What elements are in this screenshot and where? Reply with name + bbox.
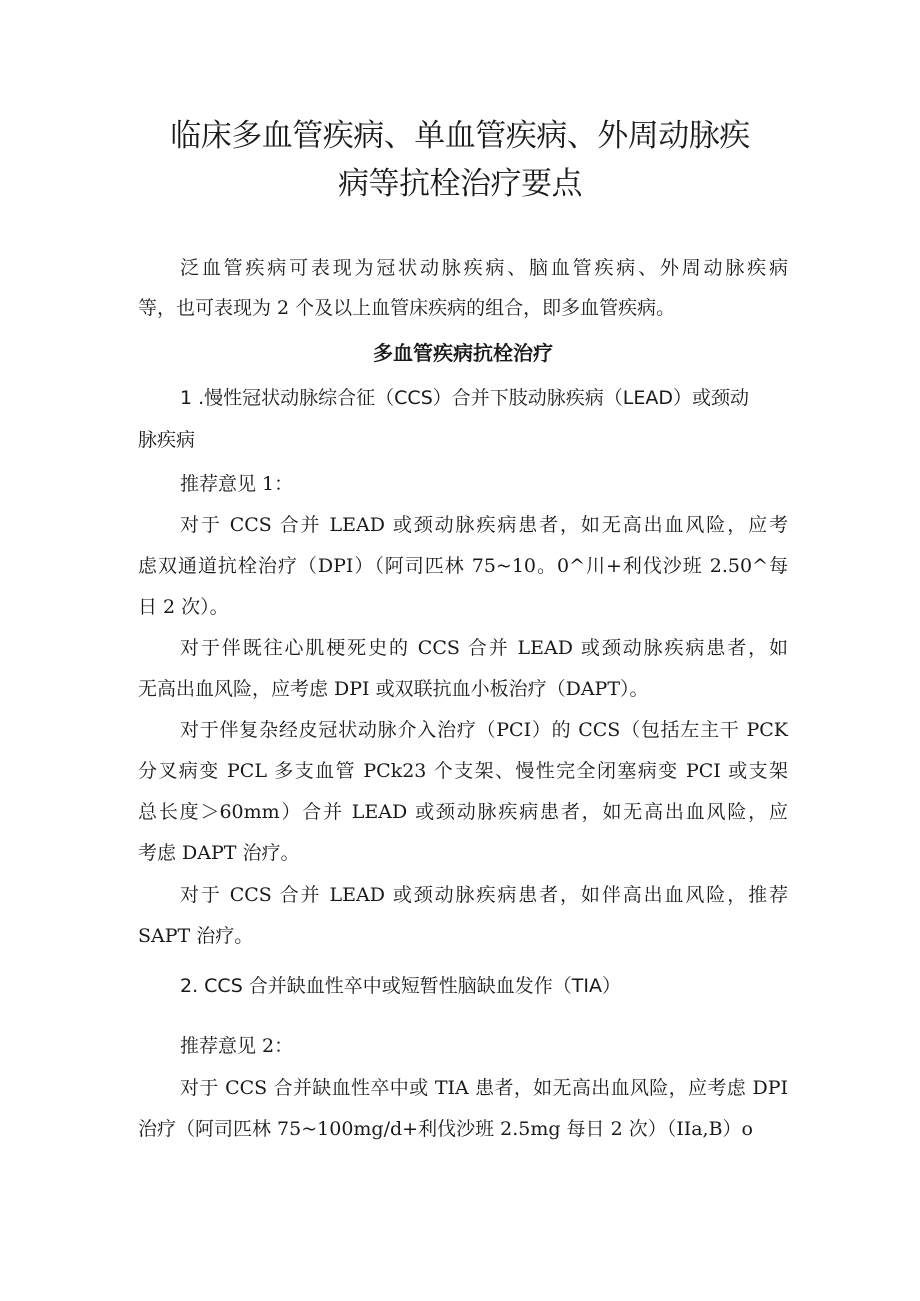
recommendation-2-label: 推荐意见 2：: [180, 1035, 294, 1057]
recommendation-1-label: 推荐意见 1：: [180, 473, 294, 495]
rec1-p1-line-1: 对于 CCS 合并 LEAD 或颈动脉疾病患者，如无高出血风险，应考: [180, 514, 788, 536]
heading-1-line-1: 1 .慢性冠状动脉综合征（CCS）合并下肢动脉疾病（LEAD）或颈动: [180, 387, 749, 409]
rec1-p4-line-2: SAPT 治疗。: [138, 925, 254, 947]
rec2-p1-line-1: 对于 CCS 合并缺血性卒中或 TIA 患者，如无高出血风险，应考虑 DPI: [180, 1077, 788, 1099]
document-title-line-2: 病等抗栓治疗要点: [338, 166, 582, 202]
document-title-line-1: 临床多血管疾病、单血管疾病、外周动脉疾: [170, 118, 750, 154]
rec1-p2-line-1: 对于伴既往心肌梗死史的 CCS 合并 LEAD 或颈动脉疾病患者，如: [180, 637, 788, 659]
rec1-p3-line-4: 考虑 DAPT 治疗。: [138, 842, 300, 864]
intro-line-1: 泛血管疾病可表现为冠状动脉疾病、脑血管疾病、外周动脉疾病: [180, 257, 788, 279]
section-title: 多血管疾病抗栓治疗: [373, 341, 553, 365]
rec1-p2-line-2: 无高出血风险，应考虑 DPI 或双联抗血小板治疗（DAPT）。: [138, 678, 649, 700]
rec1-p1-line-3: 日 2 次）。: [138, 596, 229, 618]
intro-line-2: 等，也可表现为 2 个及以上血管床疾病的组合，即多血管疾病。: [138, 297, 676, 319]
rec1-p4-line-1: 对于 CCS 合并 LEAD 或颈动脉疾病患者，如伴高出血风险，推荐: [180, 884, 788, 906]
rec1-p3-line-3: 总长度＞60mm）合并 LEAD 或颈动脉疾病患者，如无高出血风险，应: [138, 801, 788, 823]
heading-1-line-2: 脉疾病: [138, 429, 196, 451]
rec2-p1-line-2: 治疗（阿司匹林 75~100mg/d+利伐沙班 2.5mg 每日 2 次）（IIa,B）o: [138, 1118, 753, 1140]
rec1-p3-line-1: 对于伴复杂经皮冠状动脉介入治疗（PCI）的 CCS（包括左主干 PCK: [180, 719, 788, 741]
rec1-p1-line-2: 虑双通道抗栓治疗（DPI）（阿司匹林 75~10。0^川+利伐沙班 2.50^每: [138, 555, 788, 577]
heading-2: 2. CCS 合并缺血性卒中或短暂性脑缺血发作（TIA）: [180, 975, 622, 997]
rec1-p3-line-2: 分叉病变 PCL 多支血管 PCk23 个支架、慢性完全闭塞病变 PCI 或支架: [138, 760, 788, 782]
